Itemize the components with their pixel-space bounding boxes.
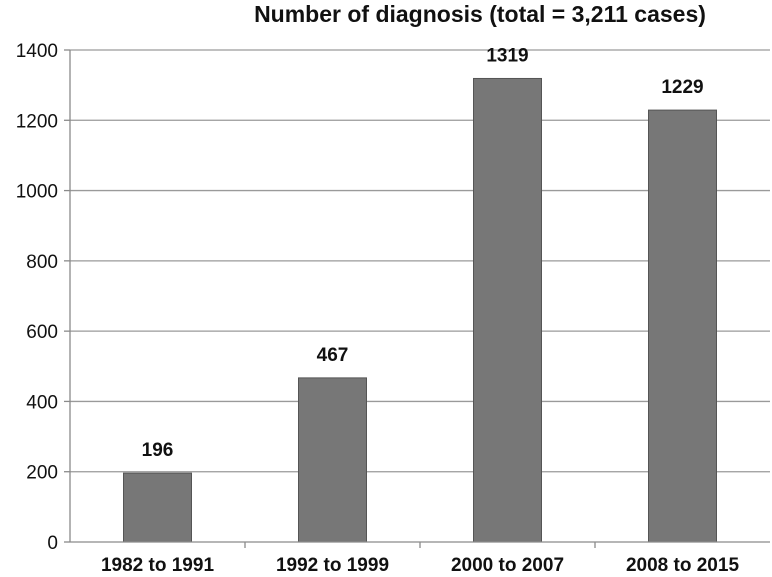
y-tick-label: 800 xyxy=(26,251,58,273)
bar xyxy=(474,78,542,542)
data-label: 1229 xyxy=(661,77,704,99)
y-tick-label: 600 xyxy=(26,322,58,344)
x-tick-label: 2008 to 2015 xyxy=(625,555,740,576)
y-tick-label: 1200 xyxy=(15,111,58,133)
chart-title: Number of diagnosis (total = 3,211 cases) xyxy=(254,1,706,27)
x-tick-label: 2000 to 2007 xyxy=(450,555,565,576)
y-tick-label: 0 xyxy=(47,533,58,554)
data-label: 196 xyxy=(141,440,174,462)
data-label: 1319 xyxy=(486,45,529,67)
y-tick-label: 400 xyxy=(26,392,58,414)
bar xyxy=(124,473,192,542)
x-tick-label: 1992 to 1999 xyxy=(275,555,390,576)
y-tick-label: 1400 xyxy=(15,41,58,62)
x-axis-ticks xyxy=(101,542,739,576)
bar xyxy=(649,110,717,542)
y-tick-label: 1000 xyxy=(15,181,58,203)
data-label: 467 xyxy=(316,344,349,366)
x-tick-label: 1982 to 1991 xyxy=(100,555,215,576)
y-tick-label: 200 xyxy=(26,462,58,484)
y-axis-ticks xyxy=(16,41,70,554)
bars xyxy=(124,78,717,542)
data-labels xyxy=(142,45,704,461)
bar xyxy=(299,378,367,542)
